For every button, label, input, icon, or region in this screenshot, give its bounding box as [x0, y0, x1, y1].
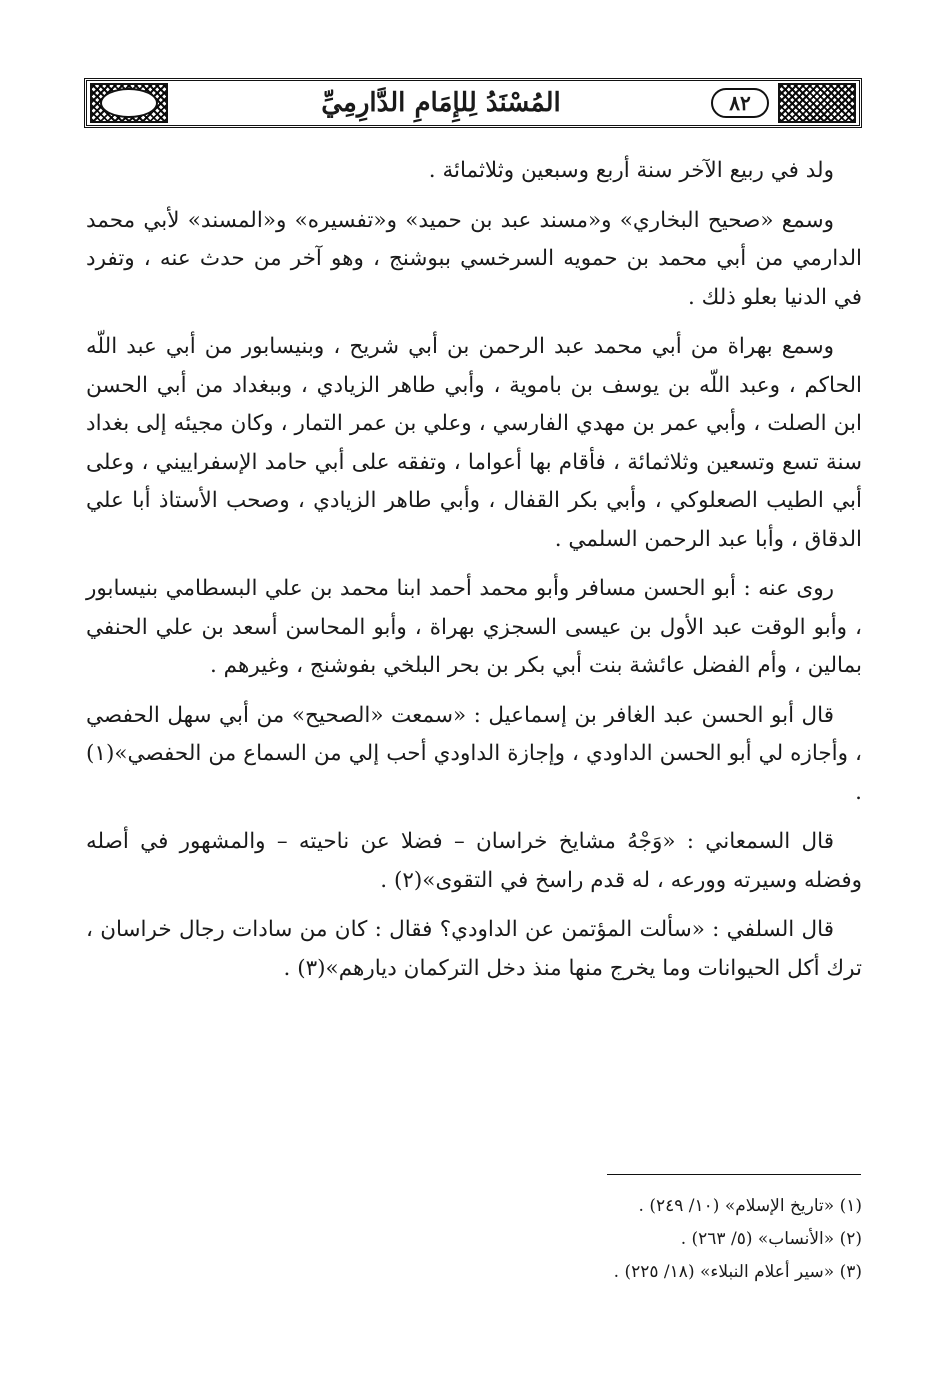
paragraph: قال السلفي : «سألت المؤتمن عن الداودي؟ فقال : كان من سادات رجال خراسان ، ترك أكل الحيوانات وما يخرج منها منذ دخل التركمان ديارهم»(٣) . [86, 917, 862, 981]
footnote-separator [607, 1174, 861, 1175]
running-title: المُسْنَدُ لِلإِمَامِ الدَّارِمِيِّ [321, 88, 561, 118]
paragraph: ولد في ربيع الآخر سنة أربع وسبعين وثلاثمائة . [428, 158, 834, 183]
footnote: (١) «تاريخ الإسلام» (١٠/ ٢٤٩) . [638, 1196, 862, 1216]
paragraph: روى عنه : أبو الحسن مسافر وأبو محمد أحمد ابنا محمد بن علي البسطامي بنيسابور ، وأبو الوقت عبد الأول بن عيسى السجزي بهراة ، وأبو المحاسن أسعد بن علي الحنفي بمالين ، وأم الفضل عائشة بنت أبي بكر بن بحر البلخي بفوشنج ، وغيرهم . [86, 576, 862, 678]
paragraph: وسمع «صحيح البخاري» و«مسند عبد بن حميد» و«تفسيره» و«المسند» لأبي محمد الدارمي من أبي محمد بن حمويه السرخسي ببوشنج ، وهو آخر من حدث عنه ، وتفرد في الدنيا بعلو ذلك . [86, 207, 862, 310]
paragraph: قال أبو الحسن عبد الغافر بن إسماعيل : «سمعت «الصحيح» من أبي سهل الحفصي ، وأجازه لي أبو الحسن الداودي ، وإجازة الداودي أحب إلي من السماع من الحفصي»(١) . [86, 702, 862, 805]
book-seal-icon [100, 88, 158, 118]
ornament-right [778, 83, 856, 123]
body-text [86, 152, 862, 999]
page-header [84, 78, 862, 128]
paragraph: قال السمعاني : «وَجْهُ مشايخ خراسان – فضلا عن ناحيته – والمشهور في أصله وفضله وسيرته وورعه ، له قدم راسخ في التقوى»(٢) . [86, 829, 862, 893]
footnotes [86, 1190, 862, 1289]
footnote: (٢) «الأنساب» (٥/ ٢٦٣) . [680, 1229, 862, 1249]
footnote: (٣) «سير أعلام النبلاء» (١٨/ ٢٢٥) . [613, 1262, 862, 1282]
ornament-left [90, 83, 168, 123]
page-number: ٨٢ [711, 88, 769, 118]
paragraph: وسمع بهراة من أبي محمد عبد الرحمن بن أبي شريح ، وبنيسابور من أبي عبد اللّه الحاكم ، وعبد اللّه بن يوسف بن باموية ، وأبي طاهر الزيادي ، وببغداد من أبي الحسن ابن الصلت ، وأبي عمر بن مهدي الفارسي ، وعلي بن عمر التمار ، وكان مجيئه إلى بغداد سنة تسع وتسعين وثلاثمائة ، فأقام بها أعواما ، وتفقه على أبي حامد الإسفراييني ، وعلى أبي الطيب الصعلوكي ، وأبي بكر القفال ، وأبي طاهر الزيادي ، وصحب الأستاذ أبا علي الدقاق ، وأبا عبد الرحمن السلمي . [86, 334, 862, 552]
